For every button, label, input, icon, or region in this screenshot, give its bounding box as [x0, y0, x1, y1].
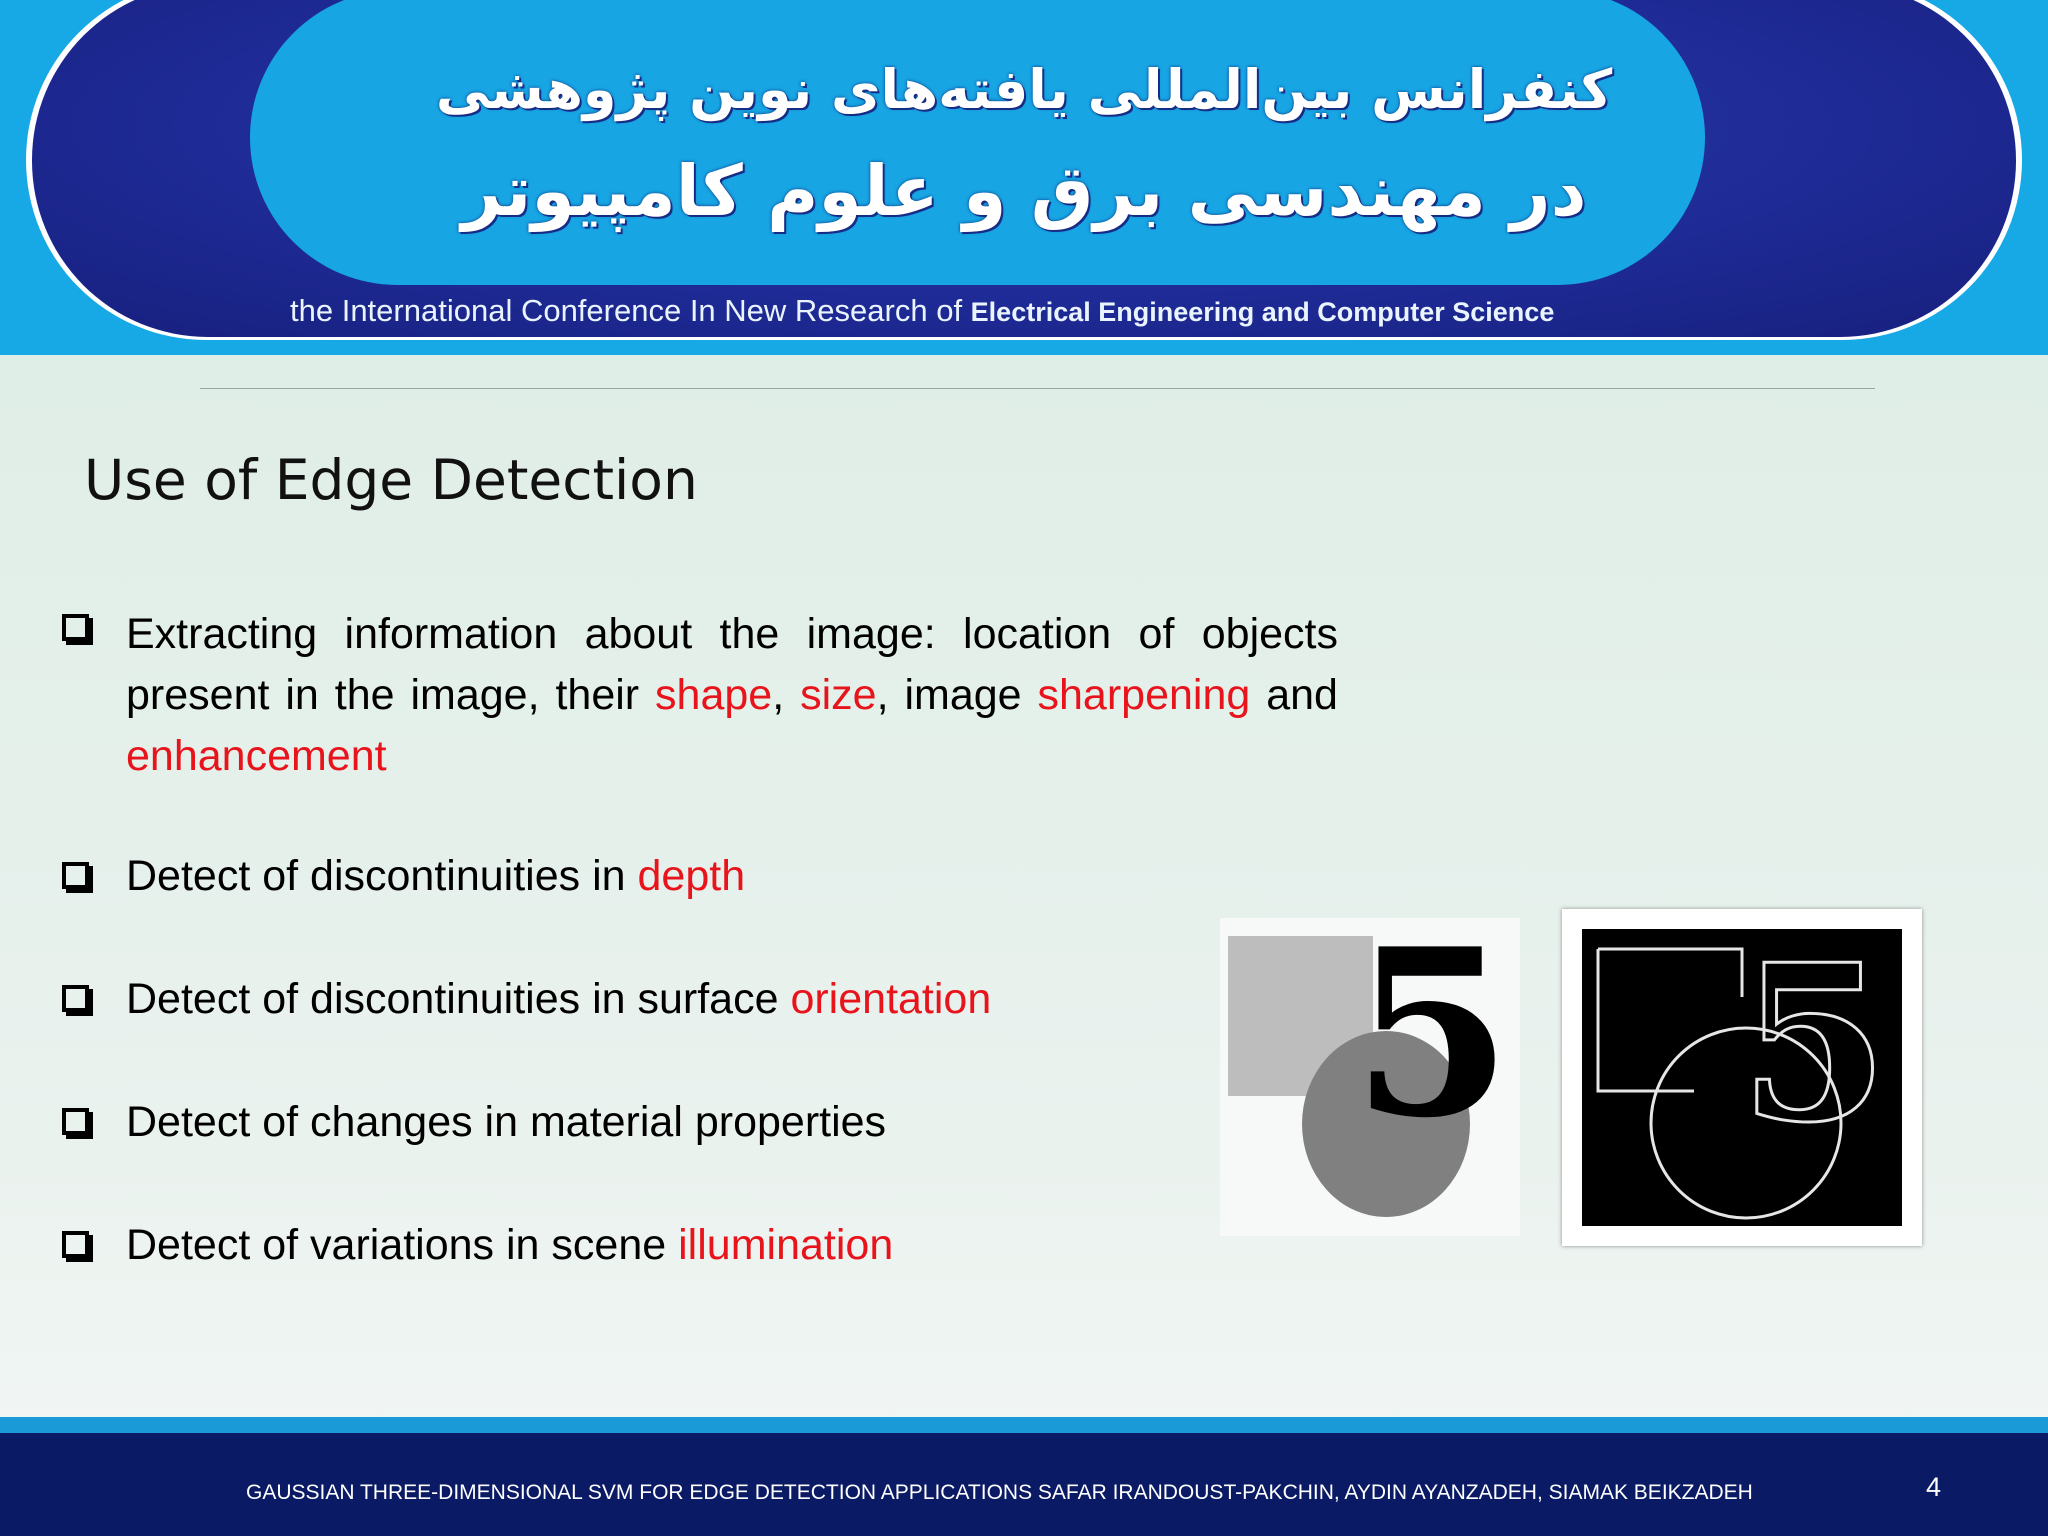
- conference-tagline: [290, 293, 1554, 329]
- original-shapes-svg: [1220, 918, 1520, 1236]
- conference-header-banner: [0, 0, 2048, 355]
- digit-five: 5: [1351, 918, 1513, 1169]
- highlight-word: illumination: [678, 1221, 894, 1269]
- bullet-text-part: , image: [876, 671, 1038, 719]
- checkbox-bullet-icon: [62, 862, 89, 889]
- slide-title: Use of Edge Detection: [84, 448, 698, 512]
- highlight-word: orientation: [790, 975, 992, 1023]
- footer-citation: GAUSSIAN THREE-DIMENSIONAL SVM FOR EDGE DETECTION APPLICATIONS SAFAR IRANDOUST-PAKCHIN, AYDIN AYANZADEH, SIAMAK BEIKZADEH: [246, 1481, 1753, 1504]
- highlight-word: enhancement: [126, 732, 387, 780]
- bullet-text: [126, 1098, 886, 1147]
- bullet-text-part: ,: [772, 671, 801, 719]
- highlight-word: size: [800, 671, 877, 719]
- edge-detected-image-figure: [1562, 909, 1922, 1246]
- footer-stripe: [0, 1417, 2048, 1433]
- bullet-text-part: Detect of variations in scene: [126, 1221, 679, 1269]
- banner-light-blue-pill: [250, 0, 1705, 285]
- bullet-text: [126, 604, 1338, 787]
- original-image-figure: [1220, 918, 1520, 1236]
- tagline-regular: the International Conference In New Research of: [290, 293, 971, 328]
- page-number: 4: [1926, 1472, 1942, 1502]
- edge-shapes-svg: [1562, 909, 1922, 1246]
- bullet-text: [126, 1221, 893, 1270]
- checkbox-bullet-icon: [62, 985, 89, 1012]
- bullet-text-part: Extracting information about the image: location of objects present in the image, their: [126, 610, 1338, 719]
- highlight-word: shape: [655, 671, 773, 719]
- bullet-text-part: Detect of discontinuities in surface: [126, 975, 791, 1023]
- bullet-text-part: and: [1250, 671, 1338, 719]
- bullet-text-part: Detect of discontinuities in: [126, 852, 638, 900]
- divider-line: [200, 388, 1875, 389]
- highlight-word: sharpening: [1037, 671, 1251, 719]
- bullet-text: [126, 975, 991, 1024]
- digit-five-outline: 5: [1739, 917, 1889, 1170]
- tagline-bold: Electrical Engineering and Computer Science: [970, 297, 1555, 327]
- persian-title-line-1: کنفرانس بین‌المللی یافته‌های نوین پژوهشی: [435, 58, 1613, 121]
- persian-title-line-2: در مهندسی برق و علوم کامپیوتر: [461, 150, 1587, 232]
- highlight-word: depth: [637, 852, 746, 900]
- checkbox-bullet-icon: [62, 1231, 89, 1258]
- checkbox-bullet-icon: [62, 1108, 89, 1135]
- bullet-text: [126, 852, 745, 901]
- bullet-text-part: Detect of changes in material properties: [126, 1098, 887, 1146]
- checkbox-bullet-icon: [62, 614, 89, 641]
